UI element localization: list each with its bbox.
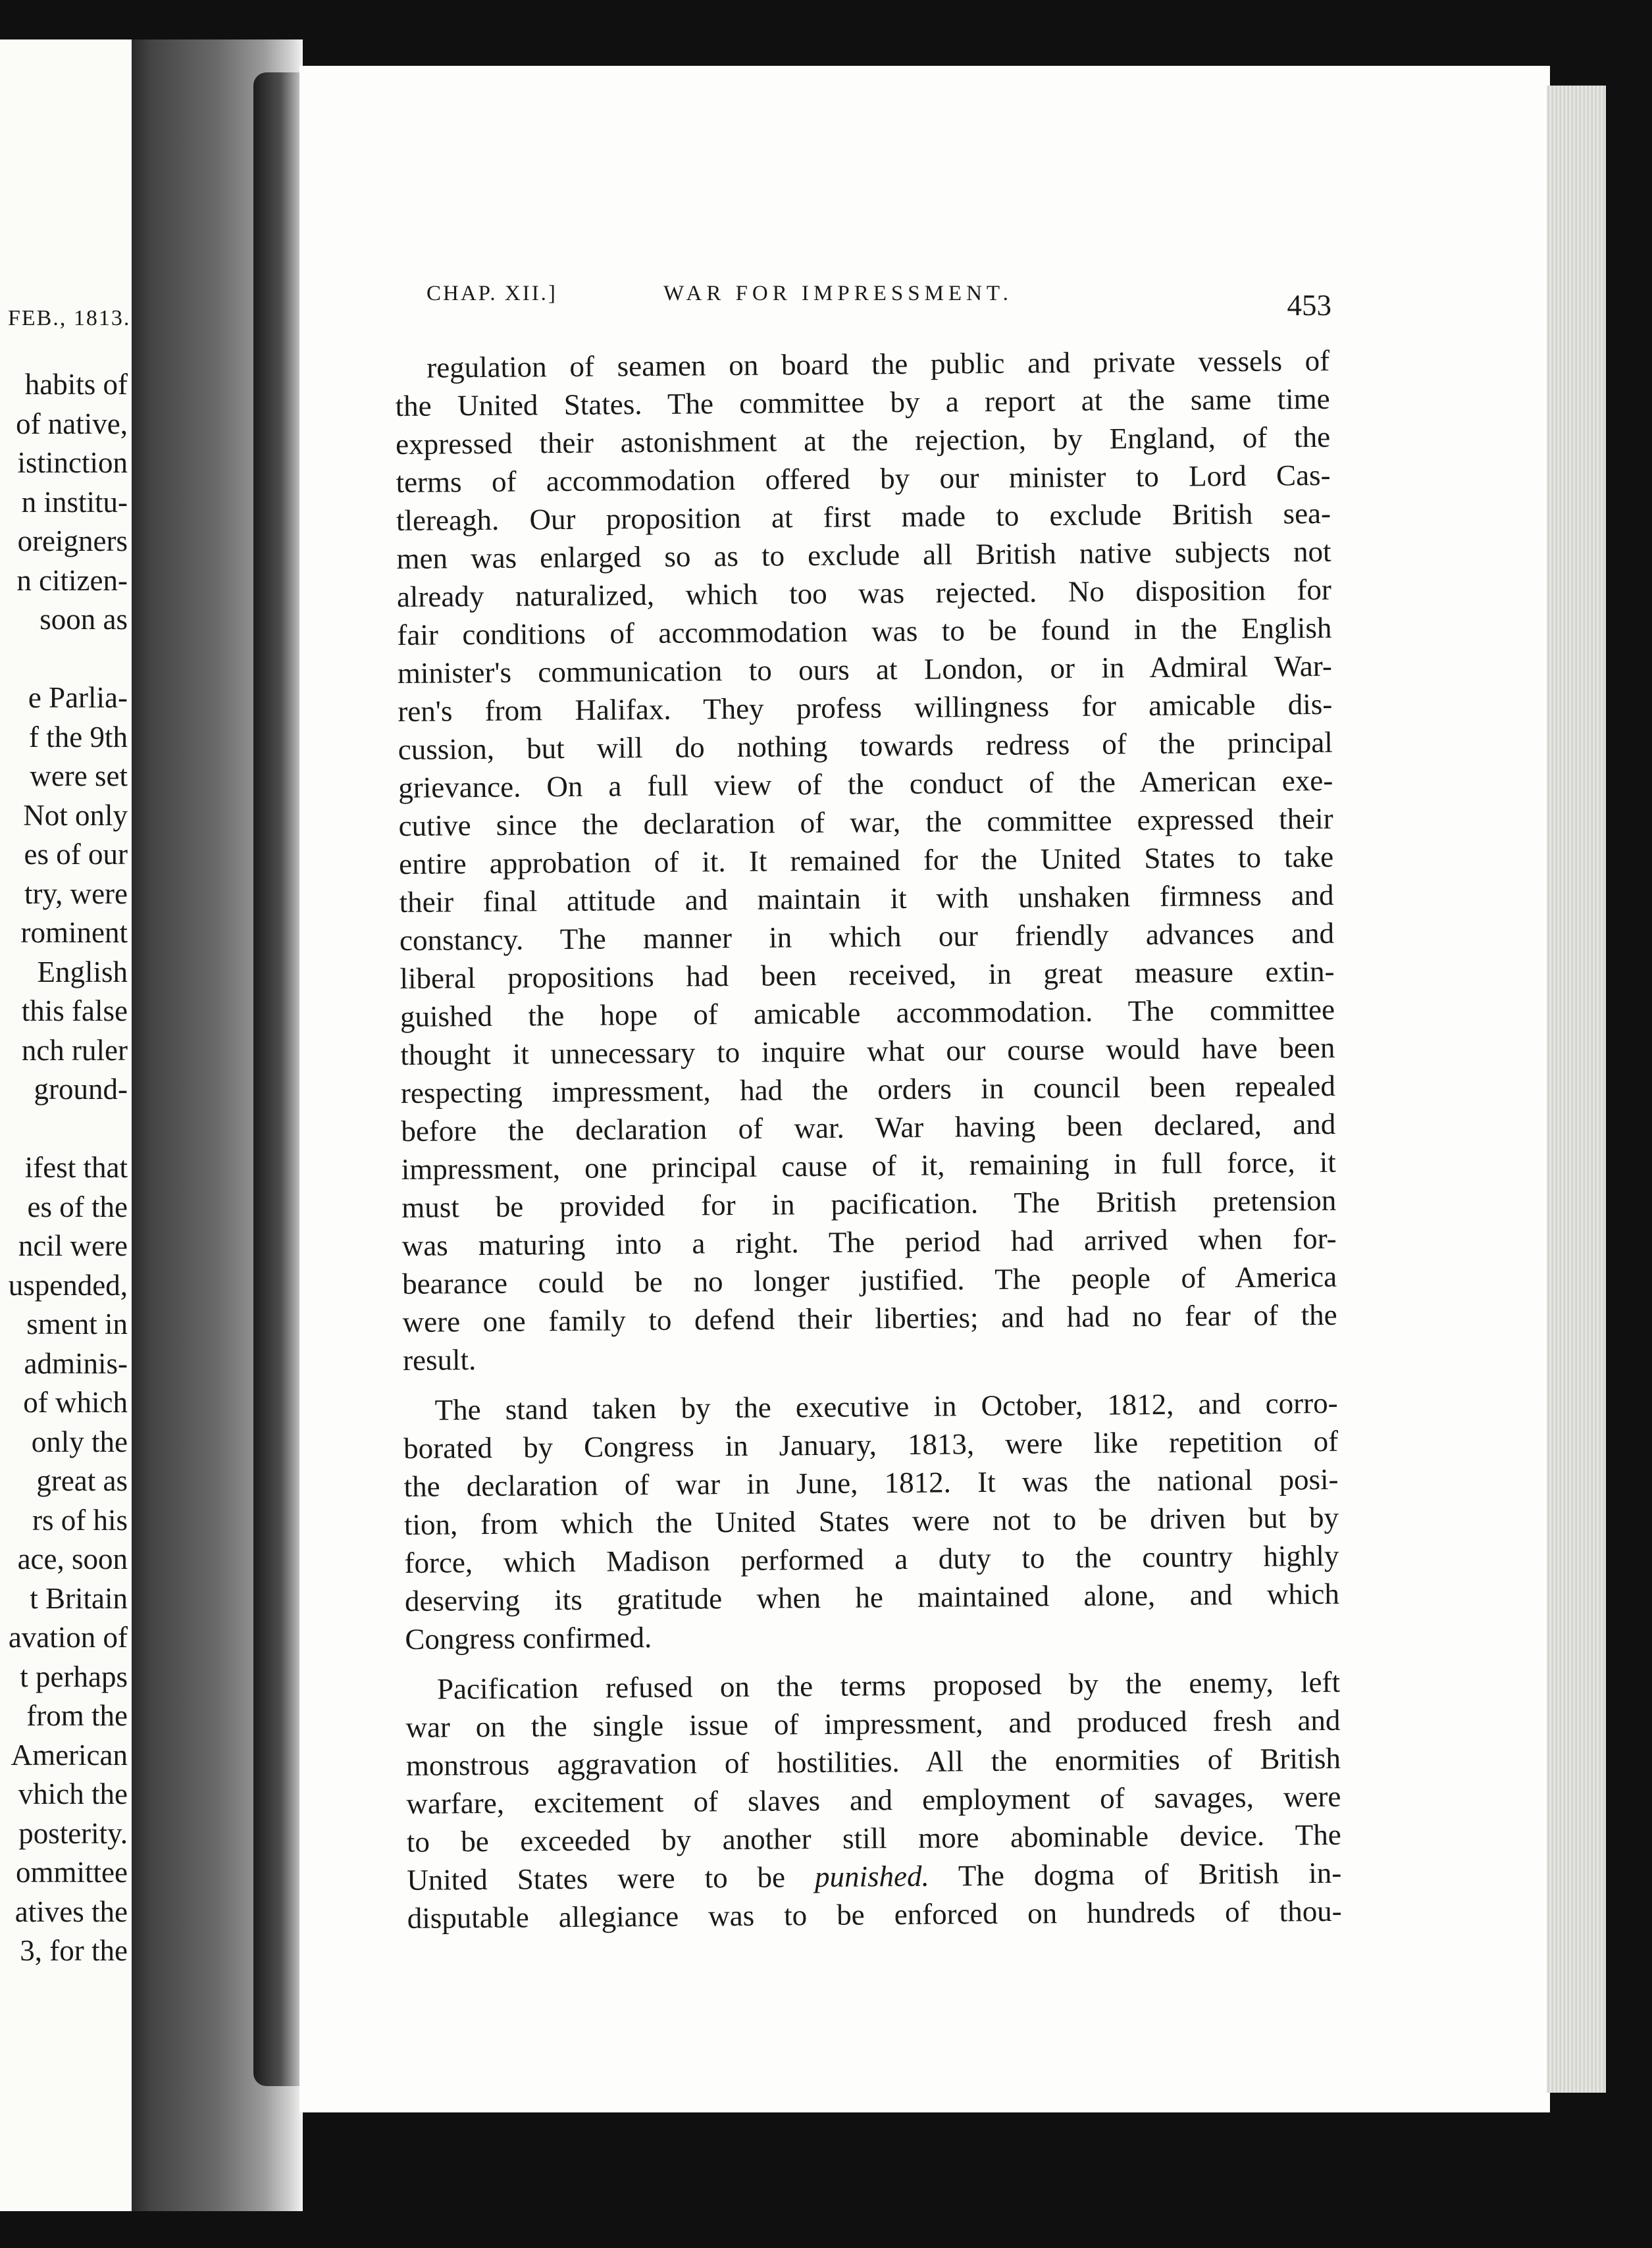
page-edges [1547,86,1606,2093]
text-line: ren's from Halifax. They profess willingness for amicable dis- [398,687,1333,728]
running-head [426,282,1331,321]
left-page-line: ace, soon [17,1543,128,1575]
left-page-line: oreigners [17,524,128,557]
text-line: already naturalized, which too was rejected. No disposition for [396,573,1332,613]
left-page-line: uspended, [8,1268,128,1302]
text-line: The stand taken by the executive in October, 1812, and corro- [434,1386,1338,1427]
left-page-line: from the [26,1699,128,1732]
text-line: respecting impressment, had the orders in council been repealed [400,1069,1336,1110]
left-page-line: es of our [24,838,128,871]
left-page-line: posterity. [18,1816,128,1850]
text-line: deserving its gratitude when he maintained alone, and which [404,1577,1340,1618]
page-number: 453 [1287,289,1331,322]
text-line: before the declaration of war. War having been declared, and [401,1107,1336,1148]
text-line: was maturing into a right. The period had arrived when for- [401,1221,1337,1262]
text-line: their final attitude and maintain it with unshaken firmness and [399,878,1334,919]
spine-shadow [253,72,299,2086]
left-page-line: English [37,955,128,988]
text-line: war on the single issue of impressment, and produced fresh and [405,1703,1341,1744]
left-page-line: atives the [14,1895,128,1928]
left-page-line: e Parlia- [28,681,128,714]
text-line: grievance. On a full view of the conduct of the American exe- [398,763,1333,804]
text-line: warfare, excitement of slaves and employment of savages, were [406,1779,1341,1820]
text-line: were one family to defend their liberties; and had no fear of the [402,1298,1337,1339]
text-line: monstrous aggravation of hostilities. All the enormities of British [405,1741,1341,1782]
text-line: constancy. The manner in which our friendly advances and [399,916,1335,957]
left-page-line: t perhaps [20,1660,128,1693]
text-line: cussion, but will do nothing towards redress of the principal [398,725,1333,766]
left-page-line: try, were [24,877,128,910]
text-line: the declaration of war in June, 1812. It was the national posi- [403,1462,1339,1503]
left-page-line: rs of his [32,1503,128,1537]
left-page-line: great as [36,1464,128,1497]
left-page-text [9,365,128,1971]
text-line: bearance could be no longer justified. The people of America [401,1260,1337,1300]
paragraph-2 [403,1384,1339,1658]
text-line: borated by Congress in January, 1813, were like repetition of [403,1424,1339,1465]
text-line: tlereagh. Our proposition at first made to exclude British sea- [396,496,1331,537]
left-page-line: istinction [17,446,128,479]
left-facing-page [0,39,132,2211]
left-page-line: habits of [24,368,128,401]
left-page-line: sment in [26,1308,128,1341]
text-line: terms of accommodation offered by our minister to Lord Cas- [396,458,1331,499]
paragraph-1 [395,342,1337,1379]
paragraph-3 [405,1663,1342,1937]
text-line: Pacification refused on the terms proposed by the enemy, left [436,1665,1341,1706]
left-page-line: were set [30,759,128,792]
text-line: the United States. The committee by a report at the same time [395,382,1330,422]
left-page-line: f the 9th [29,720,128,754]
text-line: Congress confirmed. [405,1620,652,1656]
left-page-line: ncil were [18,1229,128,1262]
left-page-line: rominent [20,916,128,949]
body-text [395,342,1342,1937]
left-page-line: avation of [8,1621,128,1654]
scan-speck [105,13,112,20]
left-page-line: 3, for the [20,1934,128,1967]
left-page-line: t Britain [30,1581,128,1615]
left-page-line: adminis- [24,1346,128,1380]
text-line: regulation of seamen on board the public and private vessels of [426,344,1330,384]
text-line: to be exceeded by another still more abominable device. The [406,1818,1341,1858]
left-page-line: this false [21,994,128,1027]
text-line: entire approbation of it. It remained for the United States to take [398,840,1334,881]
left-page-line: only the [31,1425,128,1458]
text-line: disputable allegiance was to be enforced on hundreds of thou- [407,1894,1342,1935]
left-page-line: ifest that [24,1151,128,1184]
text-line: force, which Madison performed a duty to the country highly [404,1539,1339,1579]
text-line: men was enlarged so as to exclude all British native subjects not [396,534,1331,575]
left-page-line [9,640,128,679]
left-page-line: ommittee [16,1856,128,1889]
left-page-line [9,1110,128,1149]
text-line: tion, from which the United States were not to be driven but by [403,1500,1339,1541]
left-page-line: es of the [27,1190,128,1223]
left-page-line: of native, [16,407,128,440]
left-page-line: ground- [34,1073,128,1106]
running-title: WAR FOR IMPRESSMENT. [663,282,1013,305]
left-page-line: n citizen- [16,563,128,597]
left-page-line: Not only [23,798,128,832]
text-line: United States were to be punished. The dogma of British in- [407,1856,1342,1897]
text-line: thought it unnecessary to inquire what our course would have been [400,1031,1335,1071]
text-line: result. [402,1343,477,1377]
chapter-label: CHAP. XII.] [426,282,557,305]
emphasis-punished: punished. [814,1859,929,1894]
left-page-line: American [11,1738,128,1772]
text-line: liberal propositions had been received, in great measure extin- [400,954,1335,995]
left-page-line: vhich the [18,1777,128,1810]
left-page-running-head: FEB., 1813. [8,306,131,330]
text-line: must be provided for in pacification. The British pretension [401,1183,1337,1224]
left-page-line: soon as [39,603,128,636]
left-page-line: n institu- [21,485,128,519]
text-line: guished the hope of amicable accommodation. The committee [400,992,1335,1033]
text-line: fair conditions of accommodation was to be found in the English [397,611,1332,651]
text-line: cutive since the declaration of war, the committee expressed their [398,802,1333,842]
left-page-line: nch ruler [21,1033,128,1067]
left-page-line: of which [23,1386,128,1419]
scan-speck [309,2228,315,2234]
text-line: expressed their astonishment at the rejection, by England, of the [395,420,1331,461]
text-line: minister's communication to ours at London, or in Admiral War- [397,649,1333,690]
text-line: impressment, one principal cause of it, remaining in full force, it [401,1145,1336,1186]
